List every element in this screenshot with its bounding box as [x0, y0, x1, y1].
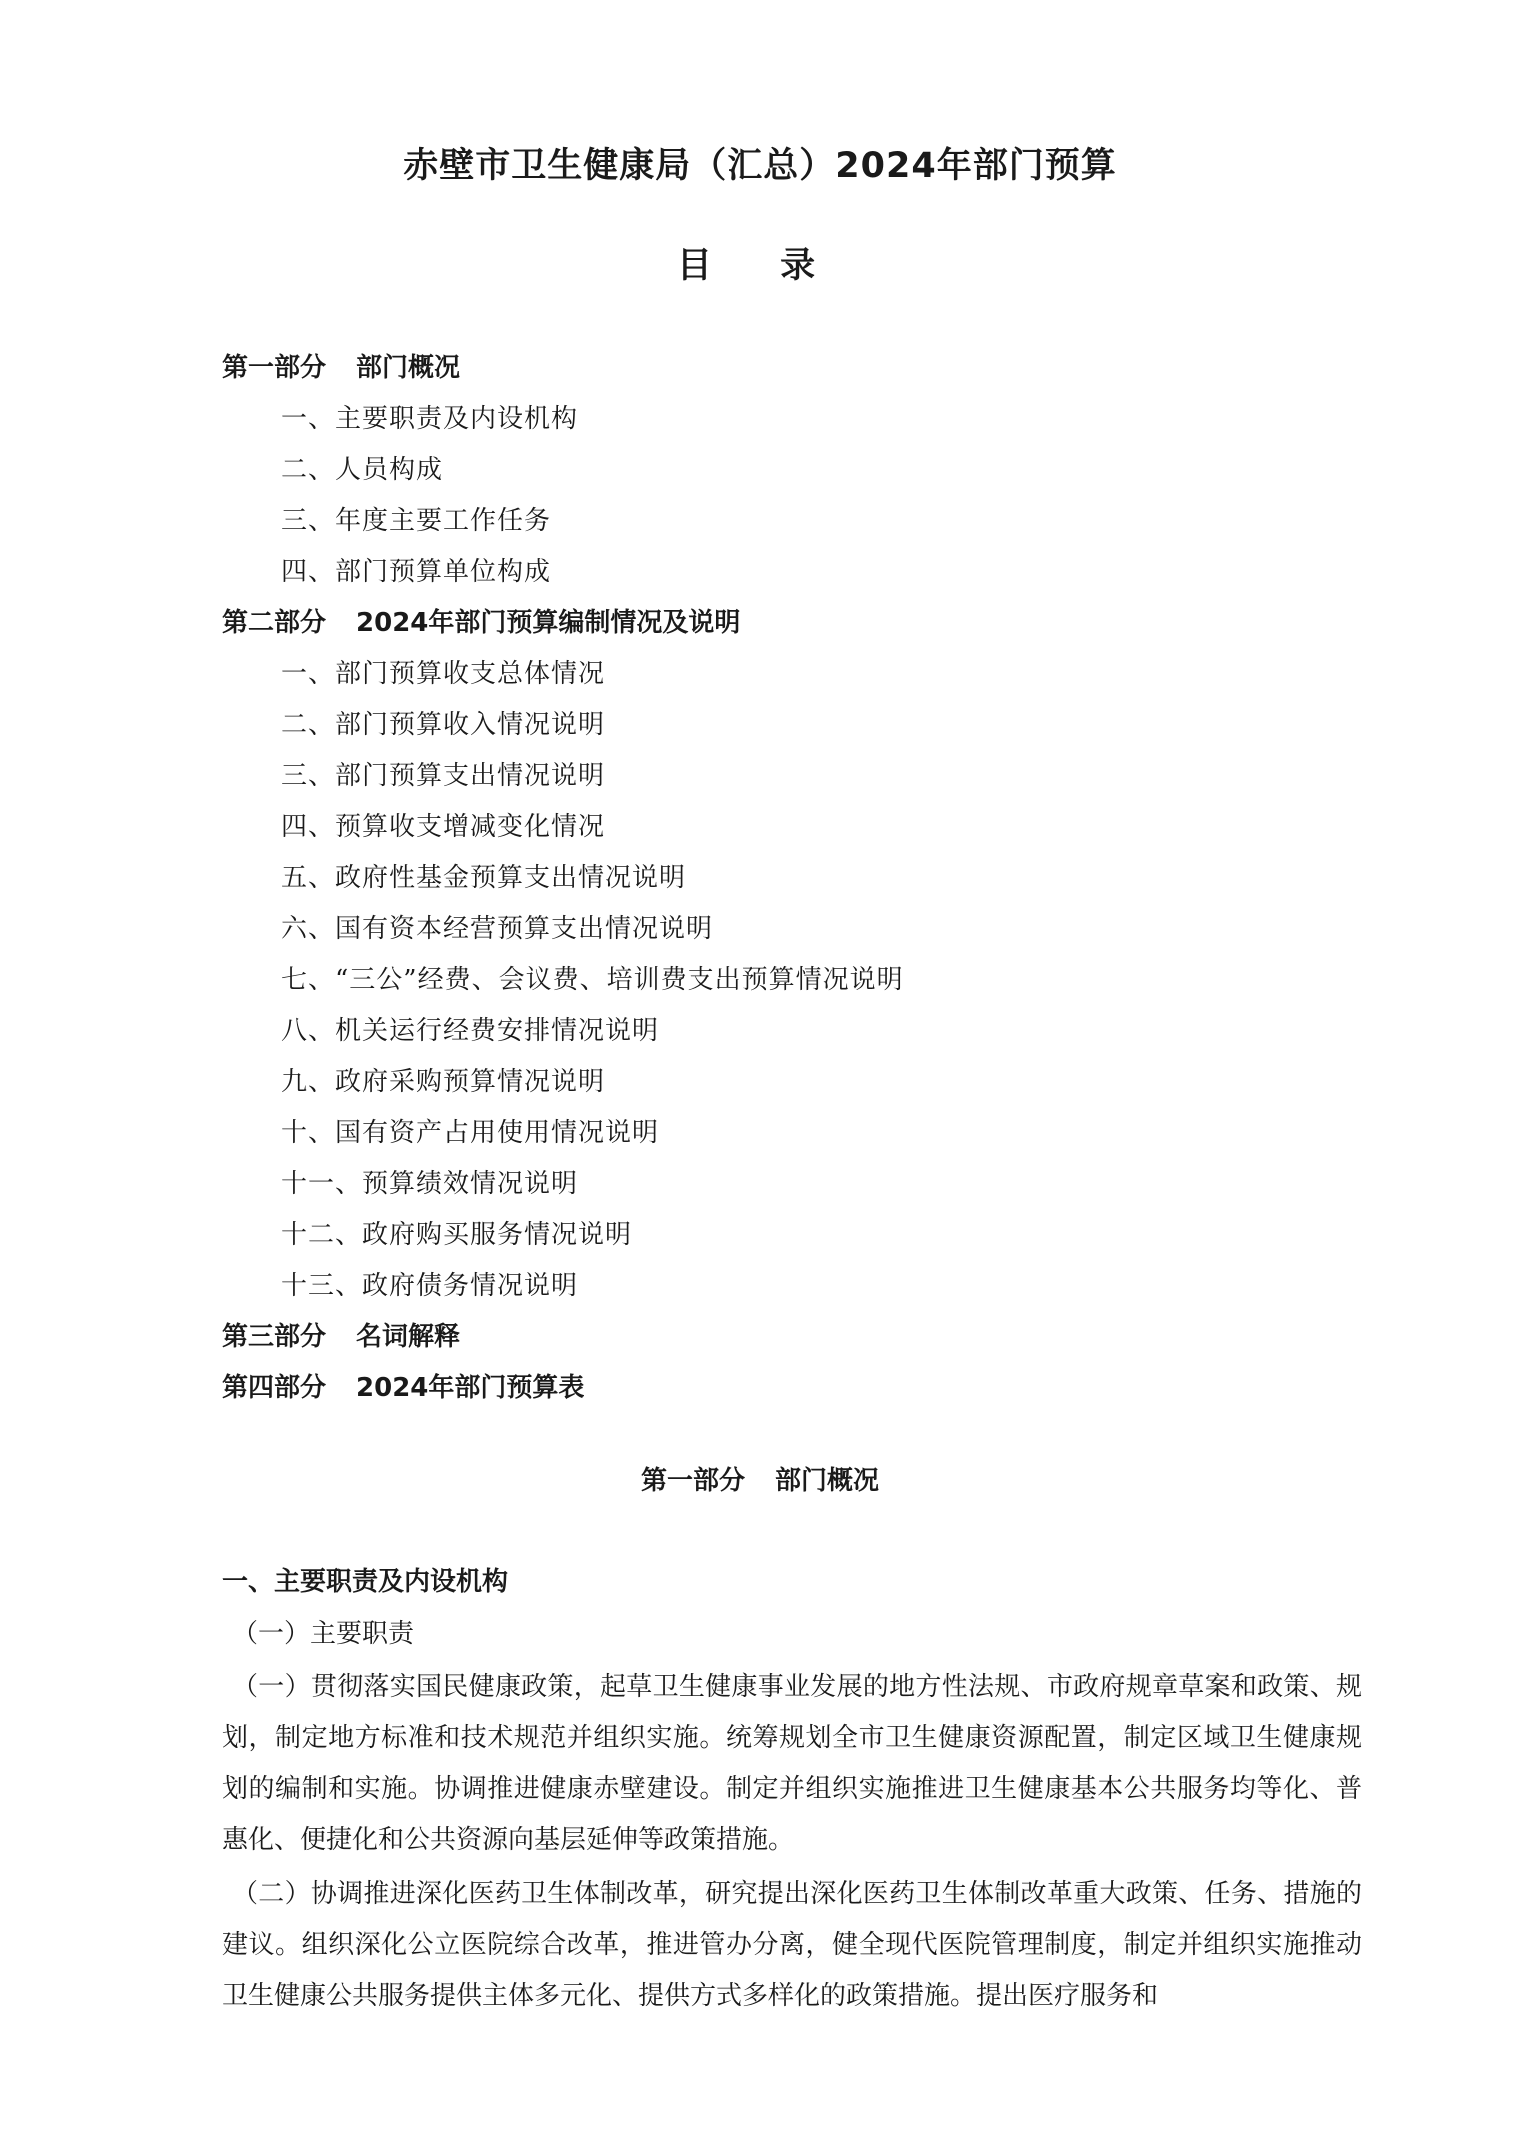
- toc-part-title: 名词解释: [356, 1322, 461, 1352]
- toc-item[interactable]: 十三、政府债务情况说明: [281, 1271, 579, 1301]
- toc-item[interactable]: 十一、预算绩效情况说明: [281, 1169, 579, 1199]
- toc-item[interactable]: 三、部门预算支出情况说明: [281, 761, 606, 791]
- toc-heading: 目 录: [676, 246, 844, 286]
- body-paragraph: （一）贯彻落实国民健康政策，起草卫生健康事业发展的地方性法规、市政府规章草案和政策、规划，制定地方标准和技术规范并组织实施。统筹规划全市卫生健康资源配置，制定区域卫生健康规划的编制和实施。协调推进健康赤壁建设。制定并组织实施推进卫生健康基本公共服务均等化、普惠化、便捷化和公共资源向基层延伸等政策措施。: [222, 1672, 1362, 1855]
- toc-item[interactable]: 五、政府性基金预算支出情况说明: [281, 863, 687, 893]
- subsubsection-heading: （一）主要职责: [232, 1619, 415, 1649]
- toc-item[interactable]: 九、政府采购预算情况说明: [281, 1067, 606, 1097]
- toc-item[interactable]: 八、机关运行经费安排情况说明: [281, 1016, 660, 1046]
- section-title: 部门概况: [775, 1466, 880, 1496]
- toc-part-4[interactable]: [0, 1363, 1520, 1414]
- toc-item[interactable]: 十、国有资产占用使用情况说明: [281, 1118, 660, 1148]
- section-heading: [0, 1460, 1520, 1497]
- toc-part-number: 第一部分: [222, 353, 327, 383]
- toc-part-title: 部门概况: [356, 353, 461, 383]
- toc-part-1[interactable]: [0, 343, 1520, 394]
- toc-item[interactable]: 二、部门预算收入情况说明: [281, 710, 606, 740]
- section-number: 第一部分: [640, 1466, 745, 1496]
- toc-part-2[interactable]: [0, 598, 1520, 649]
- toc-item[interactable]: 三、年度主要工作任务: [281, 506, 552, 536]
- toc-part-number: 第四部分: [222, 1373, 327, 1403]
- toc-part-title: 2024年部门预算编制情况及说明: [356, 608, 741, 638]
- toc-item[interactable]: 六、国有资本经营预算支出情况说明: [281, 914, 714, 944]
- toc-item[interactable]: 十二、政府购买服务情况说明: [281, 1220, 633, 1250]
- subsection-heading: 一、主要职责及内设机构: [222, 1567, 509, 1597]
- toc-part-number: 第二部分: [222, 608, 327, 638]
- toc-item[interactable]: 四、部门预算单位构成: [281, 557, 552, 587]
- toc-item[interactable]: 七、“三公”经费、会议费、培训费支出预算情况说明: [281, 965, 904, 995]
- document-title: 赤壁市卫生健康局（汇总）2024年部门预算: [403, 146, 1117, 186]
- table-of-contents: [0, 343, 1520, 1414]
- toc-item[interactable]: 四、预算收支增减变化情况: [281, 812, 606, 842]
- toc-item[interactable]: 一、部门预算收支总体情况: [281, 659, 606, 689]
- toc-part-3[interactable]: [0, 1312, 1520, 1363]
- toc-item[interactable]: 二、人员构成: [281, 455, 444, 485]
- toc-item[interactable]: 一、主要职责及内设机构: [281, 404, 579, 434]
- toc-part-title: 2024年部门预算表: [356, 1373, 585, 1403]
- toc-part-number: 第三部分: [222, 1322, 327, 1352]
- body-paragraph: （二）协调推进深化医药卫生体制改革，研究提出深化医药卫生体制改革重大政策、任务、措施的建议。组织深化公立医院综合改革，推进管办分离，健全现代医院管理制度，制定并组织实施推动卫生健康公共服务提供主体多元化、提供方式多样化的政策措施。提出医疗服务和: [222, 1879, 1362, 2011]
